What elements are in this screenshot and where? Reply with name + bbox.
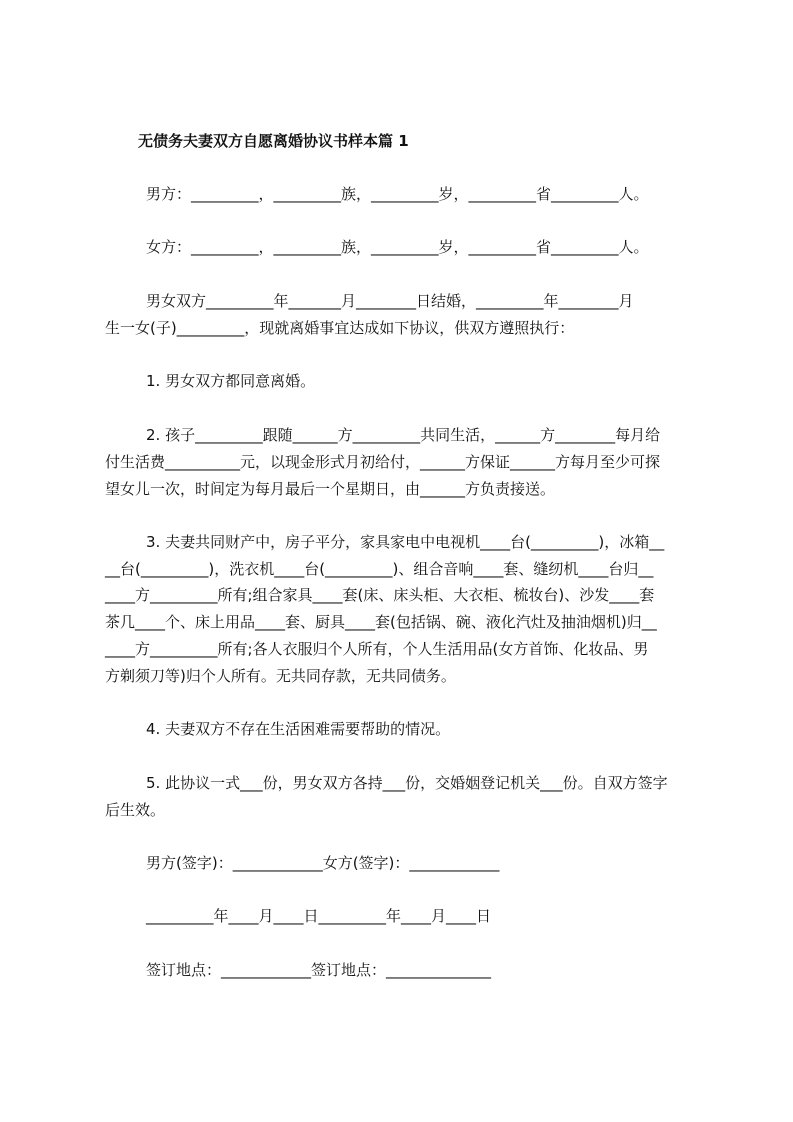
clause-3-line-6: 方剃须刀等)归个人所有。无共同存款，无共同债务。 [105, 667, 456, 685]
clause-3-line-5: ____方_________所有;各人衣服归个人所有，个人生活用品(女方首饰、化妆品、男 [105, 640, 649, 658]
clause-4: 4. 夫妻双方不存在生活困难需要帮助的情况。 [146, 720, 451, 738]
signature-line: 男方(签字)：____________女方(签字)：____________ [146, 854, 500, 872]
clause-3-line-2: __台(_________)，洗衣机____台(_________)、组合音响____套、缝纫机____台归__ [105, 560, 654, 578]
marriage-paragraph-line-2: 生一女(子)_________，现就离婚事宜达成如下协议，供双方遵照执行： [105, 319, 575, 337]
clause-1: 1. 男女双方都同意离婚。 [146, 372, 316, 390]
date-line: _________年____月____日_________年____月____日 [146, 907, 492, 925]
signing-place-line: 签订地点：____________签订地点：______________ [146, 961, 492, 979]
male-info-line: 男方：_________，_________族，_________岁，_________省_________人。 [146, 185, 649, 203]
marriage-paragraph-line-1: 男女双方_________年_______月________日结婚，_________年________月 [146, 292, 634, 310]
clause-2-line-3: 望女儿一次，时间定为每月最后一个星期日，由______方负责接送。 [105, 480, 556, 498]
clause-3-line-1: 3. 夫妻共同财产中，房子平分，家具家电中电视机____台(_________)，冰箱__ [146, 533, 665, 551]
clause-2-line-1: 2. 孩子_________跟随______方_________共同生活，______方________每月给 [146, 426, 661, 444]
clause-3-line-4: 茶几____个、床上用品____套、厨具____套(包括锅、碗、液化汽灶及抽油烟机)归__ [105, 613, 657, 631]
female-info-line: 女方：_________，_________族，_________岁，_________省_________人。 [146, 238, 649, 256]
clause-5-line-1: 5. 此协议一式___份，男女双方各持___份，交婚姻登记机关___份。自双方签字 [146, 774, 668, 792]
clause-5-line-2: 后生效。 [105, 801, 166, 819]
document-title: 无债务夫妻双方自愿离婚协议书样本篇 1 [138, 132, 409, 150]
clause-3-line-3: ____方_________所有;组合家具____套(床、床头柜、大衣柜、梳妆台)、沙发____套 [105, 586, 655, 604]
clause-2-line-2: 付生活费__________元，以现金形式月初给付，______方保证______方每月至少可探 [105, 453, 661, 471]
